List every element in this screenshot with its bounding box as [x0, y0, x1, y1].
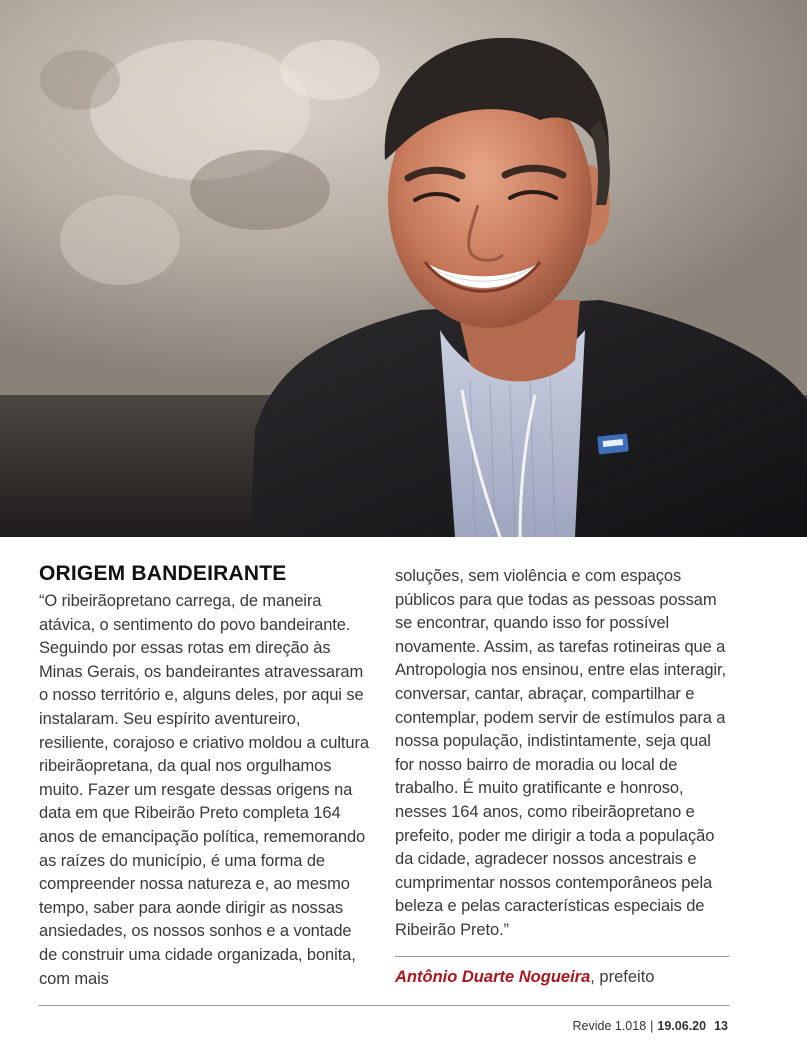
signature — [395, 966, 654, 988]
signature-name: Antônio Duarte Nogueira — [395, 968, 591, 986]
publication-name: Revide 1.018 — [572, 1019, 647, 1033]
article-column-left — [39, 562, 369, 991]
article-column-right — [395, 565, 730, 943]
signature-role: , prefeito — [590, 968, 655, 986]
article-text-right: soluções, sem violência e com espaços públicos para que todas as pessoas possam se encontrar, quando isso for possível novamente. Assim, as tarefas rotineiras que a Antropologia nos ensinou, entre elas interagir, conversar, cantar, abraçar, compartilhar e contemplar, podem servir de estímulos para a nossa população, indistintamente, seja qual for nosso bairro de moradia ou local de trabalho. É muito gratificante e honroso, nesses 164 anos, como ribeirãopretano e prefeito, poder me dirigir a toda a população da cidade, agradecer nossos ancestrais e cumprimentar nossos contemporâneos pela beleza e pelas características especiais de Ribeirão Preto.” — [395, 567, 727, 939]
footer-separator: | — [650, 1019, 654, 1033]
publication-date: 19.06.20 — [657, 1019, 707, 1033]
page-footer — [573, 1019, 729, 1033]
signature-divider — [395, 956, 729, 957]
article-text-left: “O ribeirãopretano carrega, de maneira atávica, o sentimento do povo bandeirante. Seguindo por essas rotas em direção às Minas Gerais, os bandeirantes atravessaram o nosso território e, alguns deles, por aqui se instalaram. Seu espírito aventureiro, resiliente, corajoso e criativo moldou a cultura ribeirãopretana, da qual nos orgulhamos muito. Fazer um resgate dessas origens na data em que Ribeirão Preto completa 164 anos de emancipação política, rememorando as raízes do município, é uma forma de compreender nossa natureza e, ao mesmo tempo, saber para aonde dirigir as nossas ansiedades, os nossos sonhos e a vontade de construir uma cidade organizada, bonita, com mais — [39, 592, 369, 988]
page-number: 13 — [714, 1019, 728, 1033]
article-heading: ORIGEM BANDEIRANTE — [39, 562, 287, 585]
footer-divider — [39, 1005, 729, 1006]
